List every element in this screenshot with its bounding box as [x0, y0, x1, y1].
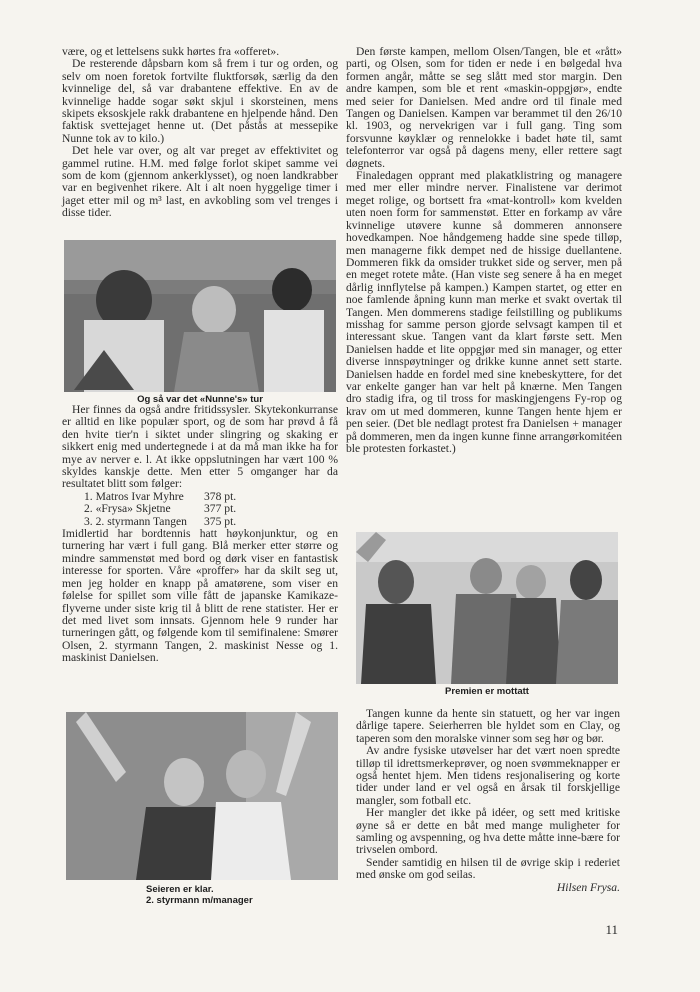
result-points: 378 pt.	[204, 489, 237, 503]
signature: Hilsen Frysa.	[556, 880, 620, 894]
result-name: 2. «Frysa» Skjetne	[84, 502, 171, 516]
result-points: 375 pt.	[204, 514, 237, 528]
result-row	[84, 503, 338, 515]
photo-caption: Premien er mottatt	[445, 686, 529, 697]
right-column-top	[346, 46, 622, 455]
paragraph: Det hele var over, og alt var preget av effektivitet og gammel rutine. H.M. med følge forlot skipet samme vei som de kom (gjennom ankerklysset), og noen landkrabber var en begivenhet rikere. Alt i alt noen hyggelige timer i jaget etter mil og m³ last, en avkobling som vel trenges i disse tider.	[62, 144, 338, 220]
paragraph: Finaledagen opprant med plakatklistring og managere med mer eller mindre nerver. Finalistene var derimot meget rolige, og bortsett fra «mat-kontroll» kom kvelden uten noen form for sammenstøt. Etter en forkamp av våre kvinnelige utøvere kunne så dommeren annonsere hovedkampen. Noe håndgemeng hadde sine spede tilløp, men managerne fikk dempet ned de hissige duellantene. Dommeren fikk da omsider trukket side og server, men på en meget rotete måte. (Han viste seg senere å ha en meget dårlig innflytelse på kampen.) Kampen startet, og etter en noe famlende åpning kunn man merke et svakt overtak til Tangen. Men dommerens stadige feilstilling og publikums misshag for samme person gjorde selvsagt kampen til et interessant skue. Tangen vant da klart første sett. Men Danielsen hadde et lite oppgjør med sin manager, og etter diverse innspøytninger og drikke kunne annet sett starte. Danielsen hadde en fordel med sine knebeskyttere, for det var enkelte ganger han var helt på knærne. Men Tangen dro stadig ifra, og til tross for maskingjengens Fy-rop og krav om ut med dommeren, kunne Tangen hente hjem er pen seier. (Det ble nedlagt protest fra Danielsen + manager på dommeren, men da ingen kunne finne arrangørkomitéen ble protesten forkastet.)	[346, 169, 622, 455]
paragraph: Imidlertid har bordtennis hatt høykonjunktur, og en turnering har vært i full gang. Blå merker etter større og mindre sammenstøt med bord og dørk viser en fantastisk interesse for sporten. Våre «proffer» har da skilt seg ut, men jeg holder en knapp på amatørene, som viser en følelse for spillet som ville fått de japanske Kamikaze-flyverne under siste krig til å blitt de rene statister. Her er det med livet som innsats. Gjennom hele 9 runder har turneringen gått, og følgende kom til semifinalene: Smører Olsen, 2. styrmann Tangen, 2. maskinist Nesse og 1. maskinist Danielsen.	[62, 527, 338, 665]
left-column-top	[62, 46, 338, 220]
result-points: 377 pt.	[204, 502, 237, 516]
result-name: 1. Matros Ivar Myhre	[84, 489, 184, 503]
caption-line: 2. styrmann m/manager	[146, 895, 253, 906]
left-column-middle	[62, 404, 338, 665]
photo-winner-manager	[66, 712, 338, 880]
photo-caption	[146, 884, 336, 906]
paragraph: være, og et lettelsens sukk hørtes fra «offeret».	[62, 45, 280, 58]
paragraph: Her finnes da også andre fritidssysler. Skytekonkurranse er alltid en like populær sport, og de som har prøvd å få den hvite tier'n i siktet under slingring og skaking er sikkert enig med undertegnede i at da må man ikke ha for mye av nerver e. l. At ikke oppslutningen har vært 100 % skyldes kanskje dette. Men etter 5 omganger har da resultatet blitt som følger:	[62, 403, 338, 491]
paragraph: Av andre fysiske utøvelser har det vært noen spredte tilløp til idrettsmerkeprøver, og noen svømmeknapper er også hentet hjem. Men tidens resjonalisering og korte tider under land er vel også en årsak til forskjellige mangler, som fotball etc.	[356, 744, 620, 807]
paragraph: Tangen kunne da hente sin statuett, og her var ingen dårlige tapere. Seierherren ble hyldet som en Clay, og taperen som den moralske vinner som seg hør og bør.	[356, 707, 620, 745]
photo-caption: Og så var det «Nunne's» tur	[137, 394, 263, 405]
shooting-results	[84, 491, 338, 528]
page-number: 11	[605, 922, 618, 937]
photo-prize-received	[356, 532, 618, 684]
right-column-bottom	[356, 708, 620, 894]
paragraph: Her mangler det ikke på idéer, og sett med kritiske øyne så er dette en båt med mange muligheter for samling og avspenning, og hva dette måtte inne-bære for trivselen ombord.	[356, 806, 620, 857]
paragraph: Sender samtidig en hilsen til de øvrige skip i rederiet med ønske om god seilas.	[356, 855, 620, 882]
paragraph: Den første kampen, mellom Olsen/Tangen, ble et «rått» parti, og Olsen, som for tiden er nede i en bølgedal hva formen angår, måtte se seg slått med stor margin. Den andre kampen, som ble et rent «maskin-oppgjør», endte med seier for Danielsen. Med andre ord til finale med Tangen og Danielsen. Kampen var berammet til den 26/10 kl. 1903, og nervekrigen var i full gang. Ting som forsvunne køyklær og rennelokke i badet høte til, samt telefonterror var også på dagens meny, eller rettere sagt døgnets.	[346, 45, 622, 170]
paragraph: De resterende dåpsbarn kom så frem i tur og orden, og selv om noen foretok fortvilte fluktforsøk, særlig da den kvinnelige del, så var drabantene effektive. En av de kvinnelige hadde sogar søkt skjul i skorsteinen, mens skipets eksoskjele rakk drabantene en hjelpende hånd. Den faktisk svettejaget henne ut. (Det påstås at messepike Nunne tok av to kilo.)	[62, 57, 338, 145]
caption-line: Seieren er klar.	[146, 884, 214, 895]
photo-nunne-baptism	[64, 240, 336, 392]
result-name: 3. 2. styrmann Tangen	[84, 514, 187, 528]
